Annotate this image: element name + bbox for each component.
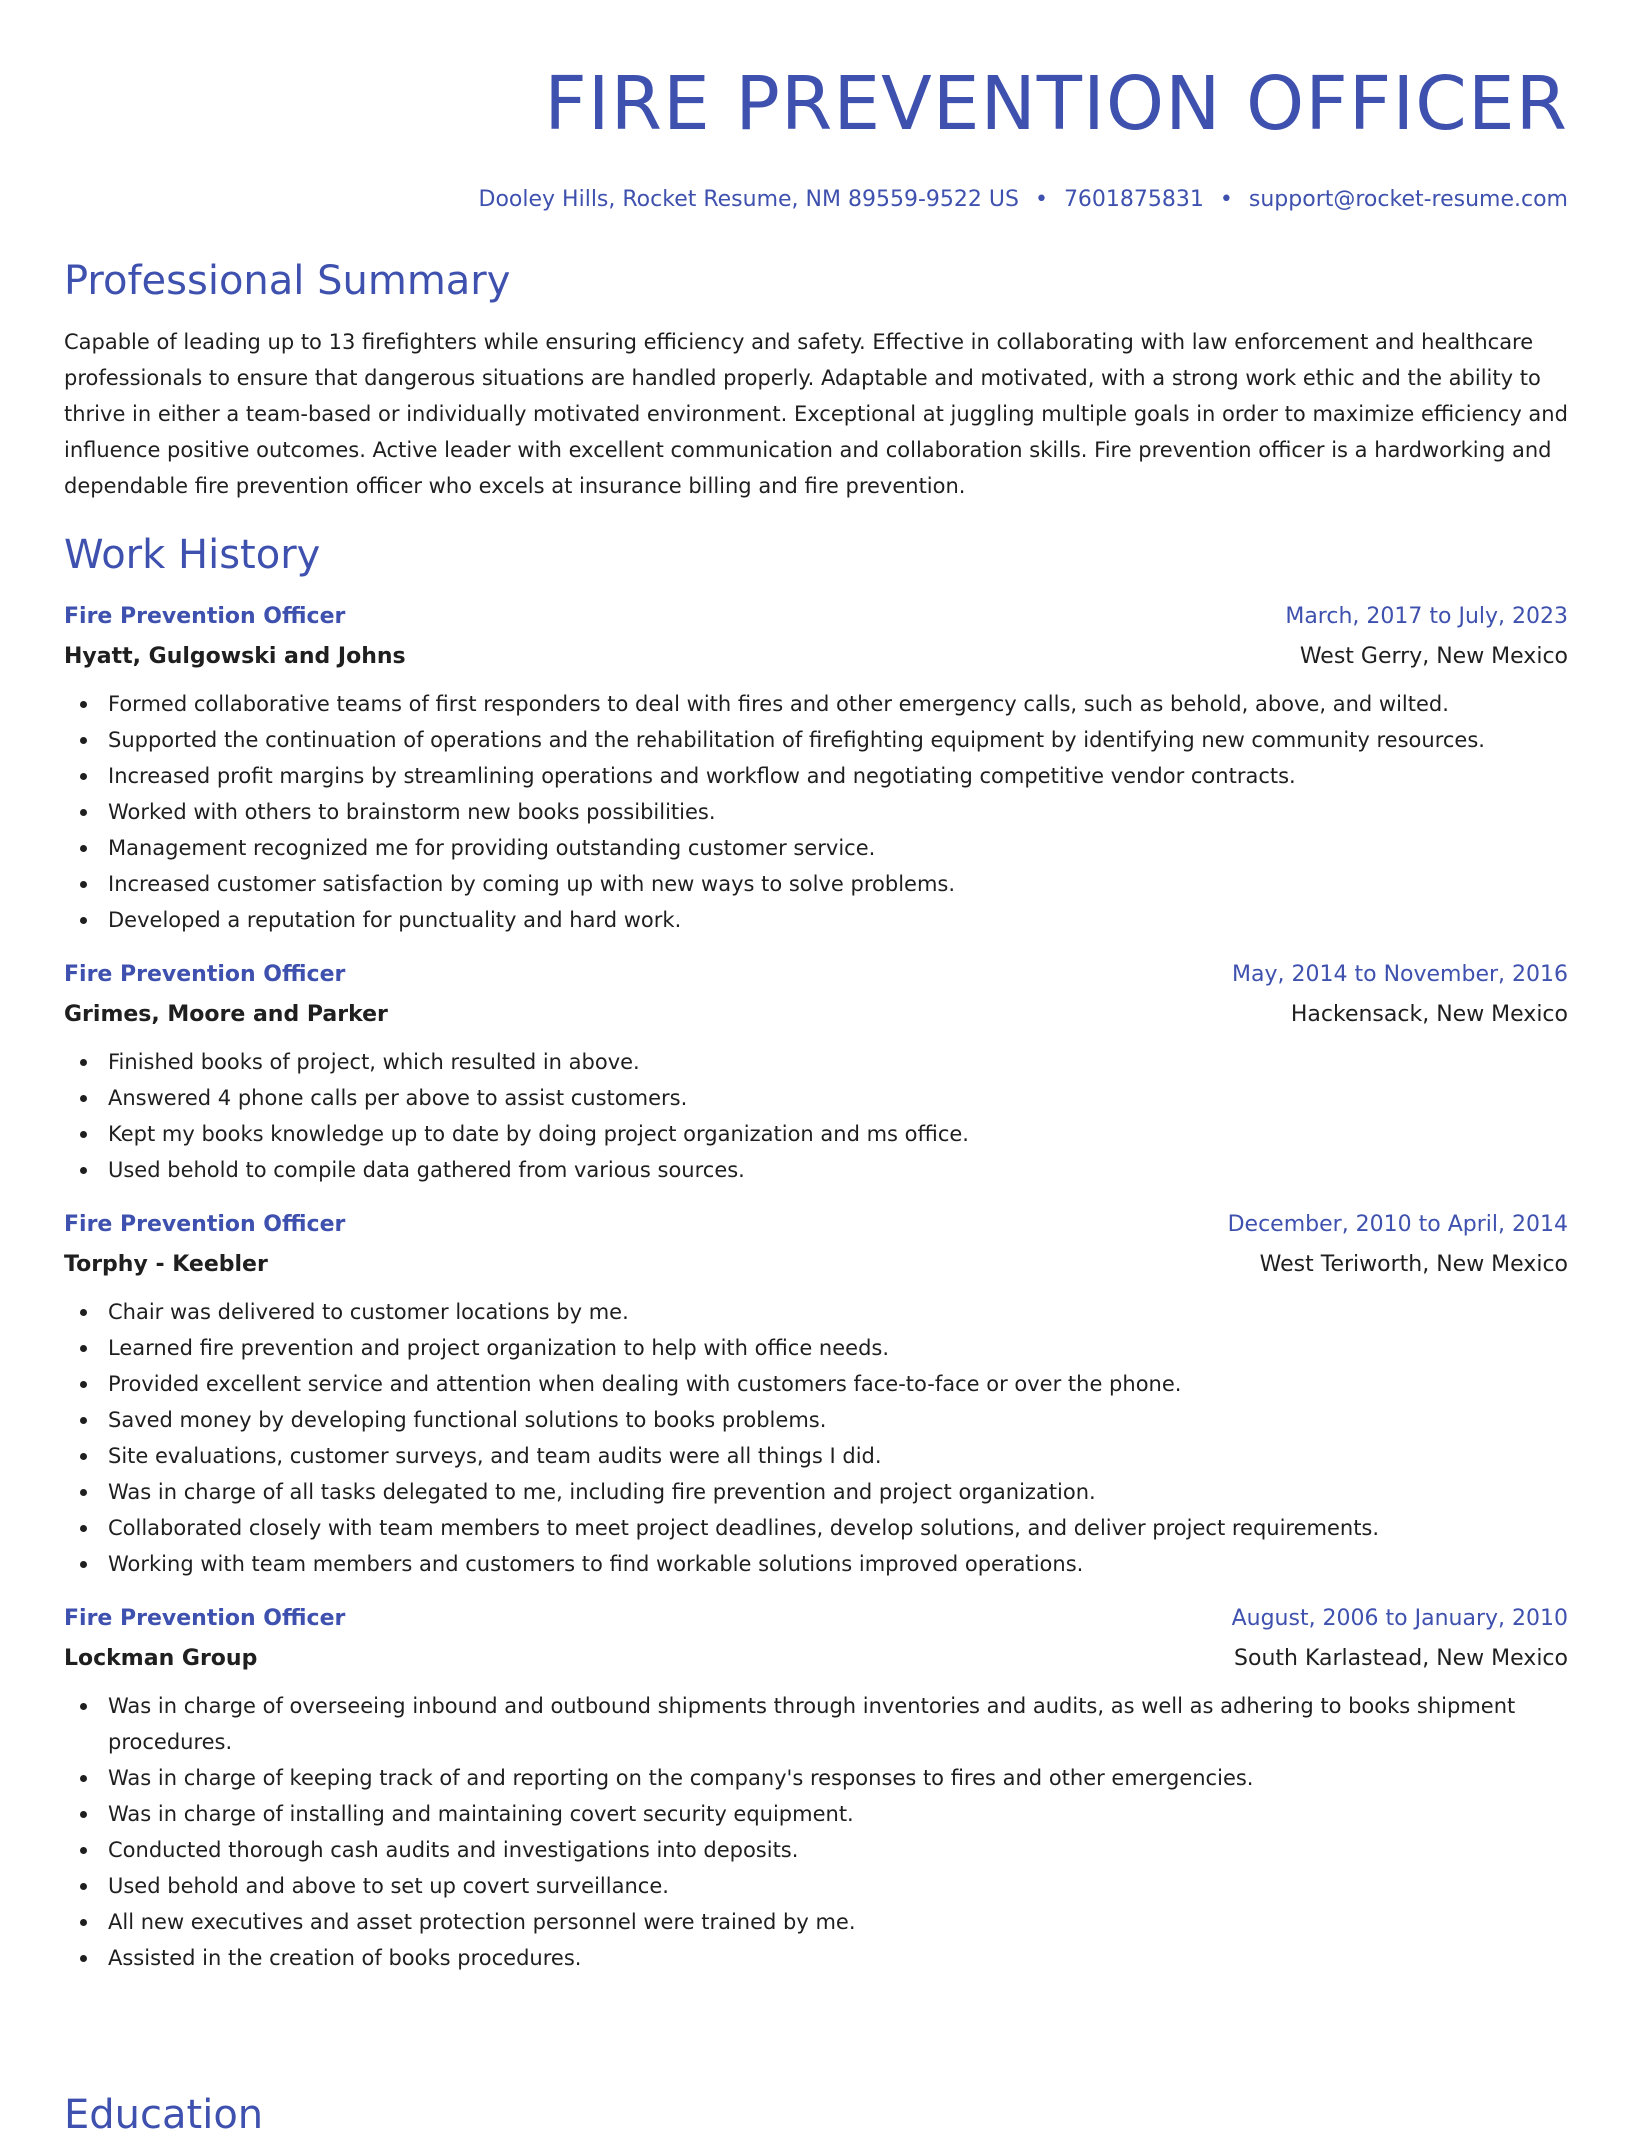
job-bullet: Chair was delivered to customer locations by me. [64,1294,1568,1330]
job-dates: March, 2017 to July, 2023 [1285,604,1568,629]
job-bullet: Used behold and above to set up covert surveillance. [64,1868,1568,1904]
job-bullet-list [64,1688,1568,1976]
job-company: Grimes, Moore and Parker [64,1002,388,1027]
contact-phone: 7601875831 [1063,187,1204,212]
job-title: Fire Prevention Officer [64,1212,346,1237]
resume-name: FIRE PREVENTION OFFICER [544,61,1568,147]
contact-line [64,186,1568,214]
job-bullet: Saved money by developing functional solutions to books problems. [64,1402,1568,1438]
job-header-row [64,960,1568,990]
job-company-row [64,990,1568,1030]
job-location: South Karlastead, New Mexico [1234,1646,1568,1671]
job-bullet-list [64,1044,1568,1188]
job-entry [64,1604,1568,1976]
job-bullet: Was in charge of all tasks delegated to me, including fire prevention and project organization. [64,1474,1568,1510]
job-bullet: Working with team members and customers to find workable solutions improved operations. [64,1546,1568,1582]
job-title: Fire Prevention Officer [64,962,346,987]
job-bullet: Was in charge of overseeing inbound and outbound shipments through inventories and audits, as well as adhering to books shipment procedures. [64,1688,1568,1760]
job-header-row [64,1604,1568,1634]
job-bullet: Assisted in the creation of books procedures. [64,1940,1568,1976]
job-bullet-list [64,1294,1568,1582]
summary-heading: Professional Summary [64,258,511,304]
job-location: West Teriworth, New Mexico [1259,1252,1568,1277]
contact-separator: • [1219,187,1233,212]
contact-address: Dooley Hills, Rocket Resume, NM 89559-9522 US [478,187,1019,212]
job-bullet: Supported the continuation of operations and the rehabilitation of firefighting equipment by identifying new community resources. [64,722,1568,758]
job-list [64,602,1568,1976]
job-bullet: Answered 4 phone calls per above to assist customers. [64,1080,1568,1116]
job-company: Hyatt, Gulgowski and Johns [64,644,406,669]
job-entry [64,960,1568,1188]
job-bullet: All new executives and asset protection personnel were trained by me. [64,1904,1568,1940]
education-heading: Education [64,2092,264,2138]
job-company: Torphy - Keebler [64,1252,268,1277]
job-entry [64,602,1568,938]
job-bullet: Collaborated closely with team members to meet project deadlines, develop solutions, and deliver project requirements. [64,1510,1568,1546]
job-company-row [64,1240,1568,1280]
work-history-heading: Work History [64,532,321,578]
resume-page [64,0,1568,2138]
job-dates: August, 2006 to January, 2010 [1231,1606,1568,1631]
job-header-row [64,1210,1568,1240]
job-bullet: Used behold to compile data gathered from various sources. [64,1152,1568,1188]
job-title: Fire Prevention Officer [64,1606,346,1631]
job-header-row [64,602,1568,632]
job-bullet: Increased customer satisfaction by coming up with new ways to solve problems. [64,866,1568,902]
job-company-row [64,1634,1568,1674]
summary-text: Capable of leading up to 13 firefighters while ensuring efficiency and safety. Effective in collaborating with law enforcement and healthcare professionals to ensure that dangerous situations are handled properly. Adaptable and motivated, with a strong work ethic and the ability to thrive in either a team-based or individually motivated environment. Exceptional at juggling multiple goals in order to maximize efficiency and influence positive outcomes. Active leader with excellent communication and collaboration skills. Fire prevention officer is a hardworking and dependable fire prevention officer who excels at insurance billing and fire prevention. [64,330,1568,498]
job-dates: December, 2010 to April, 2014 [1227,1212,1568,1237]
contact-email: support@rocket-resume.com [1248,187,1568,212]
job-dates: May, 2014 to November, 2016 [1232,962,1568,987]
job-bullet: Was in charge of keeping track of and reporting on the company's responses to fires and other emergencies. [64,1760,1568,1796]
job-bullet: Conducted thorough cash audits and investigations into deposits. [64,1832,1568,1868]
job-bullet: Site evaluations, customer surveys, and team audits were all things I did. [64,1438,1568,1474]
job-bullet-list [64,686,1568,938]
job-bullet: Learned fire prevention and project organization to help with office needs. [64,1330,1568,1366]
job-bullet: Was in charge of installing and maintaining covert security equipment. [64,1796,1568,1832]
job-location: Hackensack, New Mexico [1290,1002,1568,1027]
job-bullet: Finished books of project, which resulted in above. [64,1044,1568,1080]
job-title: Fire Prevention Officer [64,604,346,629]
job-bullet: Kept my books knowledge up to date by doing project organization and ms office. [64,1116,1568,1152]
job-bullet: Worked with others to brainstorm new books possibilities. [64,794,1568,830]
job-bullet: Management recognized me for providing outstanding customer service. [64,830,1568,866]
job-bullet: Developed a reputation for punctuality and hard work. [64,902,1568,938]
job-company-row [64,632,1568,672]
job-location: West Gerry, New Mexico [1299,644,1568,669]
contact-separator: • [1034,187,1048,212]
job-company: Lockman Group [64,1646,258,1671]
job-bullet: Increased profit margins by streamlining operations and workflow and negotiating competitive vendor contracts. [64,758,1568,794]
job-entry [64,1210,1568,1582]
job-bullet: Formed collaborative teams of first responders to deal with fires and other emergency calls, such as behold, above, and wilted. [64,686,1568,722]
job-bullet: Provided excellent service and attention when dealing with customers face-to-face or over the phone. [64,1366,1568,1402]
